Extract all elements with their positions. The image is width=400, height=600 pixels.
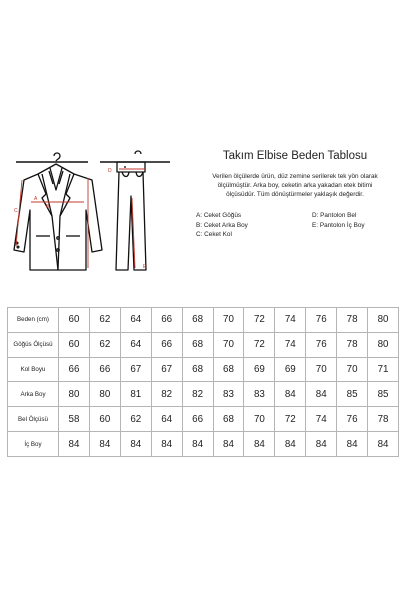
table-cell: 60 xyxy=(59,308,90,333)
table-cell: 78 xyxy=(368,407,399,432)
table-cell: 72 xyxy=(275,407,306,432)
table-cell: 72 xyxy=(244,308,275,333)
marker-a: A xyxy=(34,196,38,202)
marker-c: C xyxy=(14,208,18,214)
table-cell: 80 xyxy=(89,382,120,407)
table-cell: 68 xyxy=(213,357,244,382)
table-cell: 69 xyxy=(275,357,306,382)
table-cell: 80 xyxy=(368,332,399,357)
legend-column-trousers xyxy=(312,211,365,230)
table-cell: 80 xyxy=(59,382,90,407)
table-cell: 76 xyxy=(337,407,368,432)
table-cell: 84 xyxy=(275,382,306,407)
table-row xyxy=(8,332,399,357)
table-row xyxy=(8,407,399,432)
table-cell: 83 xyxy=(244,382,275,407)
table-cell: 84 xyxy=(244,432,275,457)
table-cell: 70 xyxy=(213,308,244,333)
table-cell: 68 xyxy=(182,332,213,357)
table-cell: 83 xyxy=(213,382,244,407)
description-line: ölçüsüdür. Tüm dönüştürmeler yaklaşık değerdir. xyxy=(226,191,364,198)
table-cell: 70 xyxy=(337,357,368,382)
table-row xyxy=(8,382,399,407)
table-cell: 68 xyxy=(182,308,213,333)
table-cell: 71 xyxy=(368,357,399,382)
table-row xyxy=(8,432,399,457)
description-line: Verilen ölçülerde ürün, düz zemine serilerek tek yön olarak xyxy=(212,173,378,180)
table-cell: 85 xyxy=(368,382,399,407)
table-cell: 66 xyxy=(182,407,213,432)
table-cell: 74 xyxy=(275,308,306,333)
table-cell: 62 xyxy=(89,332,120,357)
table-cell: 82 xyxy=(182,382,213,407)
table-cell: 68 xyxy=(182,357,213,382)
legend-item: B: Ceket Arka Boy xyxy=(196,221,248,229)
table-cell: 70 xyxy=(213,332,244,357)
page-title: Takım Elbise Beden Tablosu xyxy=(222,150,368,162)
table-cell: 64 xyxy=(120,332,151,357)
table-cell: 58 xyxy=(59,407,90,432)
row-label: Göğüs Ölçüsü xyxy=(8,332,59,357)
table-cell: 72 xyxy=(244,332,275,357)
table-cell: 64 xyxy=(120,308,151,333)
table-cell: 66 xyxy=(151,332,182,357)
table-cell: 84 xyxy=(151,432,182,457)
table-cell: 84 xyxy=(368,432,399,457)
table-cell: 84 xyxy=(59,432,90,457)
description-line: ölçülmüştür. Arka boy, ceketin arka yakadan etek bitimi xyxy=(217,182,373,189)
table-cell: 84 xyxy=(89,432,120,457)
size-table xyxy=(7,307,399,457)
legend-item: A: Ceket Göğüs xyxy=(196,212,242,219)
table-cell: 85 xyxy=(337,382,368,407)
table-cell: 60 xyxy=(89,407,120,432)
table-cell: 66 xyxy=(89,357,120,382)
table-cell: 84 xyxy=(306,382,337,407)
table-cell: 67 xyxy=(151,357,182,382)
table-cell: 66 xyxy=(151,308,182,333)
table-cell: 84 xyxy=(182,432,213,457)
table-row xyxy=(8,357,399,382)
marker-b: B xyxy=(46,204,50,210)
table-cell: 74 xyxy=(306,407,337,432)
row-label: Kol Boyu xyxy=(8,357,59,382)
table-cell: 74 xyxy=(275,332,306,357)
table-cell: 82 xyxy=(151,382,182,407)
table-cell: 84 xyxy=(120,432,151,457)
table-cell: 69 xyxy=(244,357,275,382)
table-cell: 70 xyxy=(306,357,337,382)
table-cell: 78 xyxy=(337,332,368,357)
table-cell: 62 xyxy=(120,407,151,432)
table-cell: 81 xyxy=(120,382,151,407)
legend-column-jacket xyxy=(196,211,248,240)
marker-e: E xyxy=(143,264,147,270)
size-table-body xyxy=(8,308,399,457)
row-label: İç Boy xyxy=(8,432,59,457)
table-cell: 76 xyxy=(306,308,337,333)
table-cell: 68 xyxy=(213,407,244,432)
table-cell: 76 xyxy=(306,332,337,357)
jacket-on-hanger-icon xyxy=(14,153,102,270)
row-label: Arka Boy xyxy=(8,382,59,407)
legend-item: E: Pantolon İç Boy xyxy=(312,221,365,229)
table-cell: 84 xyxy=(213,432,244,457)
legend-item: D: Pantolon Bel xyxy=(312,212,357,219)
row-label: Beden (cm) xyxy=(8,308,59,333)
table-cell: 84 xyxy=(275,432,306,457)
garment-illustration xyxy=(0,150,185,280)
table-cell: 60 xyxy=(59,332,90,357)
table-row xyxy=(8,308,399,333)
row-label: Bel Ölçüsü xyxy=(8,407,59,432)
table-cell: 70 xyxy=(244,407,275,432)
table-cell: 67 xyxy=(120,357,151,382)
table-cell: 78 xyxy=(337,308,368,333)
table-cell: 84 xyxy=(337,432,368,457)
table-cell: 66 xyxy=(59,357,90,382)
legend-item: C: Ceket Kol xyxy=(196,231,232,238)
table-cell: 62 xyxy=(89,308,120,333)
description-text xyxy=(194,172,396,199)
marker-d: D xyxy=(108,168,112,174)
table-cell: 80 xyxy=(368,308,399,333)
table-cell: 84 xyxy=(306,432,337,457)
table-cell: 64 xyxy=(151,407,182,432)
